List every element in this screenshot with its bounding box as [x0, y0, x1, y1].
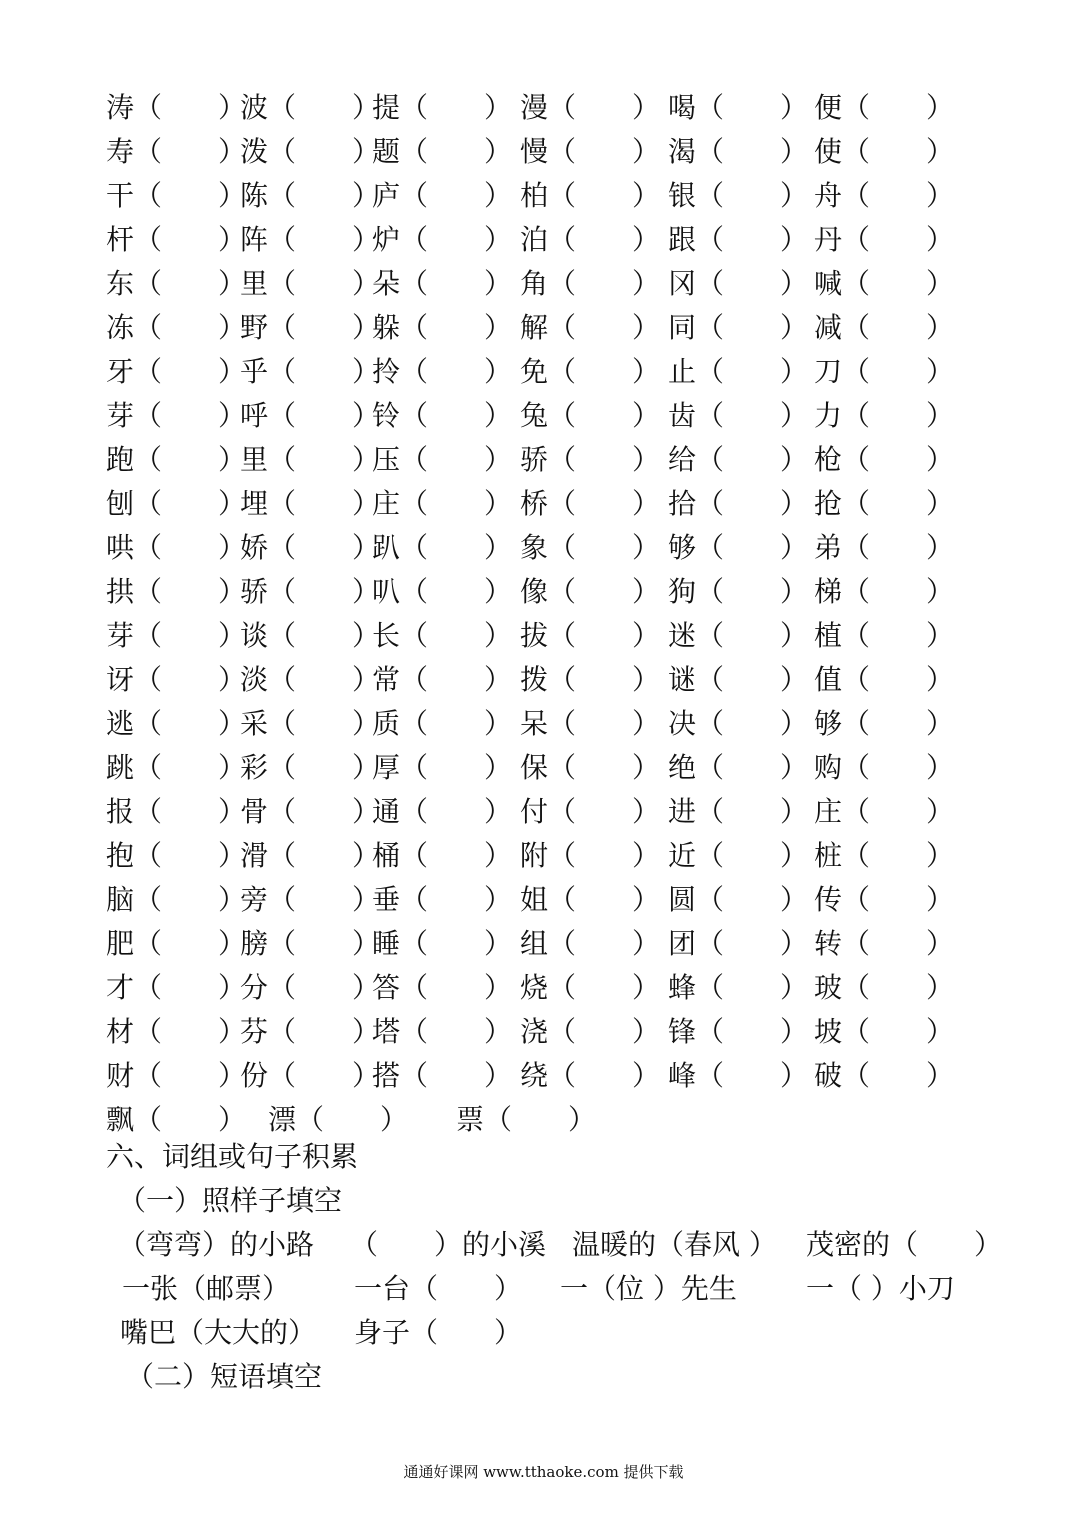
- char-blank-item[interactable]: 财（ ）: [106, 1059, 247, 1092]
- char-blank-item[interactable]: 飘（ ）: [106, 1103, 247, 1136]
- char-blank-item[interactable]: 角（ ）: [520, 267, 661, 300]
- example-phrase: 一（位 ）先生: [560, 1272, 737, 1305]
- char-blank-item[interactable]: 才（ ）: [106, 971, 247, 1004]
- char-blank-item[interactable]: 近（ ）: [668, 839, 809, 872]
- char-blank-item[interactable]: 答（ ）: [372, 971, 513, 1004]
- char-blank-item[interactable]: 弟（ ）: [814, 531, 955, 564]
- exercise-row: [0, 924, 1087, 964]
- char-blank-item[interactable]: 分（ ）: [240, 971, 381, 1004]
- char-blank-item[interactable]: 同（ ）: [668, 311, 809, 344]
- exercise-row: [0, 748, 1087, 788]
- char-blank-item[interactable]: 垂（ ）: [372, 883, 513, 916]
- char-blank-item[interactable]: 骄（ ）: [520, 443, 661, 476]
- char-blank-item[interactable]: 呼（ ）: [240, 399, 381, 432]
- exercise-row: [0, 836, 1087, 876]
- fill-phrase[interactable]: （ ）的小溪: [350, 1228, 547, 1261]
- char-blank-item[interactable]: 逃（ ）: [106, 707, 247, 740]
- char-blank-item[interactable]: 值（ ）: [814, 663, 955, 696]
- char-blank-item[interactable]: 睡（ ）: [372, 927, 513, 960]
- char-blank-item[interactable]: 进（ ）: [668, 795, 809, 828]
- char-blank-item[interactable]: 喊（ ）: [814, 267, 955, 300]
- char-blank-item[interactable]: 冻（ ）: [106, 311, 247, 344]
- char-blank-item[interactable]: 梯（ ）: [814, 575, 955, 608]
- char-blank-item[interactable]: 烧（ ）: [520, 971, 661, 1004]
- char-blank-item[interactable]: 便（ ）: [814, 91, 955, 124]
- char-blank-item[interactable]: 乎（ ）: [240, 355, 381, 388]
- char-blank-item[interactable]: 跑（ ）: [106, 443, 247, 476]
- exercise-row: [0, 220, 1087, 260]
- char-blank-item[interactable]: 膀（ ）: [240, 927, 381, 960]
- char-blank-item[interactable]: 组（ ）: [520, 927, 661, 960]
- exercise-row: [0, 396, 1087, 436]
- char-blank-item[interactable]: 蜂（ ）: [668, 971, 809, 1004]
- char-blank-item[interactable]: 庐（ ）: [372, 179, 513, 212]
- char-blank-item[interactable]: 使（ ）: [814, 135, 955, 168]
- char-blank-item[interactable]: 叭（ ）: [372, 575, 513, 608]
- char-blank-item[interactable]: 漂（ ）: [268, 1103, 409, 1136]
- char-blank-item[interactable]: 像（ ）: [520, 575, 661, 608]
- char-blank-item[interactable]: 枪（ ）: [814, 443, 955, 476]
- char-blank-item[interactable]: 桶（ ）: [372, 839, 513, 872]
- char-blank-item[interactable]: 脑（ ）: [106, 883, 247, 916]
- part2-title: （二）短语填空: [126, 1360, 323, 1393]
- exercise-row: [0, 880, 1087, 920]
- char-blank-item[interactable]: 里（ ）: [240, 443, 381, 476]
- char-blank-item[interactable]: 陈（ ）: [240, 179, 381, 212]
- char-blank-item[interactable]: 呆（ ）: [520, 707, 661, 740]
- char-blank-item[interactable]: 谈（ ）: [240, 619, 381, 652]
- char-blank-item[interactable]: 拨（ ）: [520, 663, 661, 696]
- char-blank-item[interactable]: 圆（ ）: [668, 883, 809, 916]
- char-blank-item[interactable]: 份（ ）: [240, 1059, 381, 1092]
- char-blank-item[interactable]: 题（ ）: [372, 135, 513, 168]
- char-blank-item[interactable]: 锋（ ）: [668, 1015, 809, 1048]
- char-blank-item[interactable]: 报（ ）: [106, 795, 247, 828]
- exercise-row: [0, 1056, 1087, 1096]
- char-blank-item[interactable]: 朵（ ）: [372, 267, 513, 300]
- char-blank-item[interactable]: 里（ ）: [240, 267, 381, 300]
- exercise-row: [0, 616, 1087, 656]
- char-blank-item[interactable]: 解（ ）: [520, 311, 661, 344]
- char-blank-item[interactable]: 玻（ ）: [814, 971, 955, 1004]
- fill-phrase[interactable]: 一台（ ）: [354, 1272, 523, 1305]
- char-blank-item[interactable]: 材（ ）: [106, 1015, 247, 1048]
- char-blank-item[interactable]: 趴（ ）: [372, 531, 513, 564]
- char-blank-item[interactable]: 东（ ）: [106, 267, 247, 300]
- char-blank-item[interactable]: 附（ ）: [520, 839, 661, 872]
- footer-credit: 通通好课网 www.tthaoke.com 提供下载: [403, 1463, 684, 1481]
- char-blank-item[interactable]: 狗（ ）: [668, 575, 809, 608]
- char-blank-item[interactable]: 干（ ）: [106, 179, 247, 212]
- char-blank-item[interactable]: 柏（ ）: [520, 179, 661, 212]
- char-blank-item[interactable]: 慢（ ）: [520, 135, 661, 168]
- exercise-row: [0, 968, 1087, 1008]
- example-phrase: 温暖的（春风 ）: [572, 1228, 777, 1261]
- char-blank-item[interactable]: 桩（ ）: [814, 839, 955, 872]
- char-blank-item[interactable]: 植（ ）: [814, 619, 955, 652]
- char-blank-item[interactable]: 峰（ ）: [668, 1059, 809, 1092]
- char-blank-item[interactable]: 票（ ）: [456, 1103, 597, 1136]
- char-blank-item[interactable]: 喝（ ）: [668, 91, 809, 124]
- char-blank-item[interactable]: 拔（ ）: [520, 619, 661, 652]
- exercise-row: [0, 88, 1087, 128]
- char-blank-item[interactable]: 冈（ ）: [668, 267, 809, 300]
- char-blank-item[interactable]: 躲（ ）: [372, 311, 513, 344]
- char-blank-item[interactable]: 旁（ ）: [240, 883, 381, 916]
- exercise-row: [0, 1100, 1087, 1140]
- char-blank-item[interactable]: 力（ ）: [814, 399, 955, 432]
- char-blank-item[interactable]: 团（ ）: [668, 927, 809, 960]
- char-blank-item[interactable]: 抢（ ）: [814, 487, 955, 520]
- char-blank-item[interactable]: 波（ ）: [240, 91, 381, 124]
- char-blank-item[interactable]: 铃（ ）: [372, 399, 513, 432]
- exercise-row: [0, 352, 1087, 392]
- char-blank-item[interactable]: 刨（ ）: [106, 487, 247, 520]
- char-blank-item[interactable]: 丹（ ）: [814, 223, 955, 256]
- char-blank-item[interactable]: 常（ ）: [372, 663, 513, 696]
- char-blank-item[interactable]: 渴（ ）: [668, 135, 809, 168]
- char-blank-item[interactable]: 购（ ）: [814, 751, 955, 784]
- char-blank-item[interactable]: 肥（ ）: [106, 927, 247, 960]
- char-blank-item[interactable]: 泊（ ）: [520, 223, 661, 256]
- char-blank-item[interactable]: 泼（ ）: [240, 135, 381, 168]
- char-blank-item[interactable]: 转（ ）: [814, 927, 955, 960]
- exercise-row: [0, 484, 1087, 524]
- char-blank-item[interactable]: 阵（ ）: [240, 223, 381, 256]
- char-blank-item[interactable]: 芽（ ）: [106, 619, 247, 652]
- char-blank-item[interactable]: 止（ ）: [668, 355, 809, 388]
- char-blank-item[interactable]: 拎（ ）: [372, 355, 513, 388]
- char-blank-item[interactable]: 通（ ）: [372, 795, 513, 828]
- char-blank-item[interactable]: 齿（ ）: [668, 399, 809, 432]
- exercise-row: [0, 572, 1087, 612]
- char-blank-item[interactable]: 谜（ ）: [668, 663, 809, 696]
- char-blank-item[interactable]: 涛（ ）: [106, 91, 247, 124]
- char-blank-item[interactable]: 舟（ ）: [814, 179, 955, 212]
- char-blank-item[interactable]: 野（ ）: [240, 311, 381, 344]
- char-blank-item[interactable]: 减（ ）: [814, 311, 955, 344]
- char-blank-item[interactable]: 够（ ）: [814, 707, 955, 740]
- fill-phrase[interactable]: 身子（ ）: [354, 1316, 523, 1349]
- exercise-row: [0, 660, 1087, 700]
- char-blank-item[interactable]: 兔（ ）: [520, 399, 661, 432]
- char-blank-item[interactable]: 庄（ ）: [372, 487, 513, 520]
- char-blank-item[interactable]: 骨（ ）: [240, 795, 381, 828]
- exercise-row: [0, 528, 1087, 568]
- char-blank-item[interactable]: 免（ ）: [520, 355, 661, 388]
- char-blank-item[interactable]: 付（ ）: [520, 795, 661, 828]
- char-blank-item[interactable]: 芬（ ）: [240, 1015, 381, 1048]
- char-blank-item[interactable]: 拱（ ）: [106, 575, 247, 608]
- char-blank-item[interactable]: 芽（ ）: [106, 399, 247, 432]
- exercise-row: [0, 440, 1087, 480]
- char-blank-item[interactable]: 淡（ ）: [240, 663, 381, 696]
- char-blank-item[interactable]: 骄（ ）: [240, 575, 381, 608]
- char-blank-item[interactable]: 绕（ ）: [520, 1059, 661, 1092]
- char-blank-item[interactable]: 象（ ）: [520, 531, 661, 564]
- char-blank-item[interactable]: 保（ ）: [520, 751, 661, 784]
- char-blank-item[interactable]: 牙（ ）: [106, 355, 247, 388]
- char-blank-item[interactable]: 传（ ）: [814, 883, 955, 916]
- part1-title: （一）照样子填空: [118, 1184, 343, 1217]
- char-blank-item[interactable]: 长（ ）: [372, 619, 513, 652]
- char-blank-item[interactable]: 娇（ ）: [240, 531, 381, 564]
- char-blank-item[interactable]: 抱（ ）: [106, 839, 247, 872]
- char-blank-item[interactable]: 彩（ ）: [240, 751, 381, 784]
- char-blank-item[interactable]: 迷（ ）: [668, 619, 809, 652]
- char-blank-item[interactable]: 浇（ ）: [520, 1015, 661, 1048]
- example-phrase: （弯弯）的小路: [118, 1228, 315, 1261]
- section-heading: 六、词组或句子积累: [106, 1140, 359, 1173]
- example-phrase: 一张（邮票）: [122, 1272, 291, 1305]
- exercise-row: [0, 704, 1087, 744]
- char-blank-item[interactable]: 拾（ ）: [668, 487, 809, 520]
- char-blank-item[interactable]: 够（ ）: [668, 531, 809, 564]
- char-blank-item[interactable]: 杆（ ）: [106, 223, 247, 256]
- char-blank-item[interactable]: 搭（ ）: [372, 1059, 513, 1092]
- char-blank-item[interactable]: 绝（ ）: [668, 751, 809, 784]
- char-blank-item[interactable]: 厚（ ）: [372, 751, 513, 784]
- exercise-row: [0, 176, 1087, 216]
- fill-phrase[interactable]: 茂密的（ ）: [806, 1228, 1003, 1261]
- char-blank-item[interactable]: 姐（ ）: [520, 883, 661, 916]
- char-blank-item[interactable]: 炉（ ）: [372, 223, 513, 256]
- char-blank-item[interactable]: 滑（ ）: [240, 839, 381, 872]
- exercise-row: [0, 308, 1087, 348]
- char-blank-item[interactable]: 坡（ ）: [814, 1015, 955, 1048]
- char-blank-item[interactable]: 桥（ ）: [520, 487, 661, 520]
- exercise-row: [0, 792, 1087, 832]
- example-phrase: 嘴巴（大大的）: [120, 1316, 317, 1349]
- char-blank-item[interactable]: 哄（ ）: [106, 531, 247, 564]
- fill-phrase[interactable]: 一（ ）小刀: [806, 1272, 955, 1305]
- char-blank-item[interactable]: 破（ ）: [814, 1059, 955, 1092]
- char-blank-item[interactable]: 塔（ ）: [372, 1015, 513, 1048]
- exercise-row: [0, 1012, 1087, 1052]
- char-blank-item[interactable]: 银（ ）: [668, 179, 809, 212]
- char-blank-item[interactable]: 决（ ）: [668, 707, 809, 740]
- char-blank-item[interactable]: 采（ ）: [240, 707, 381, 740]
- char-blank-item[interactable]: 埋（ ）: [240, 487, 381, 520]
- char-blank-item[interactable]: 提（ ）: [372, 91, 513, 124]
- exercise-row: [0, 132, 1087, 172]
- char-blank-item[interactable]: 跟（ ）: [668, 223, 809, 256]
- char-blank-item[interactable]: 刀（ ）: [814, 355, 955, 388]
- char-blank-item[interactable]: 跳（ ）: [106, 751, 247, 784]
- char-blank-item[interactable]: 质（ ）: [372, 707, 513, 740]
- char-blank-item[interactable]: 庄（ ）: [814, 795, 955, 828]
- exercise-row: [0, 264, 1087, 304]
- char-blank-item[interactable]: 给（ ）: [668, 443, 809, 476]
- char-blank-item[interactable]: 压（ ）: [372, 443, 513, 476]
- char-blank-item[interactable]: 讶（ ）: [106, 663, 247, 696]
- char-blank-item[interactable]: 寿（ ）: [106, 135, 247, 168]
- char-blank-item[interactable]: 漫（ ）: [520, 91, 661, 124]
